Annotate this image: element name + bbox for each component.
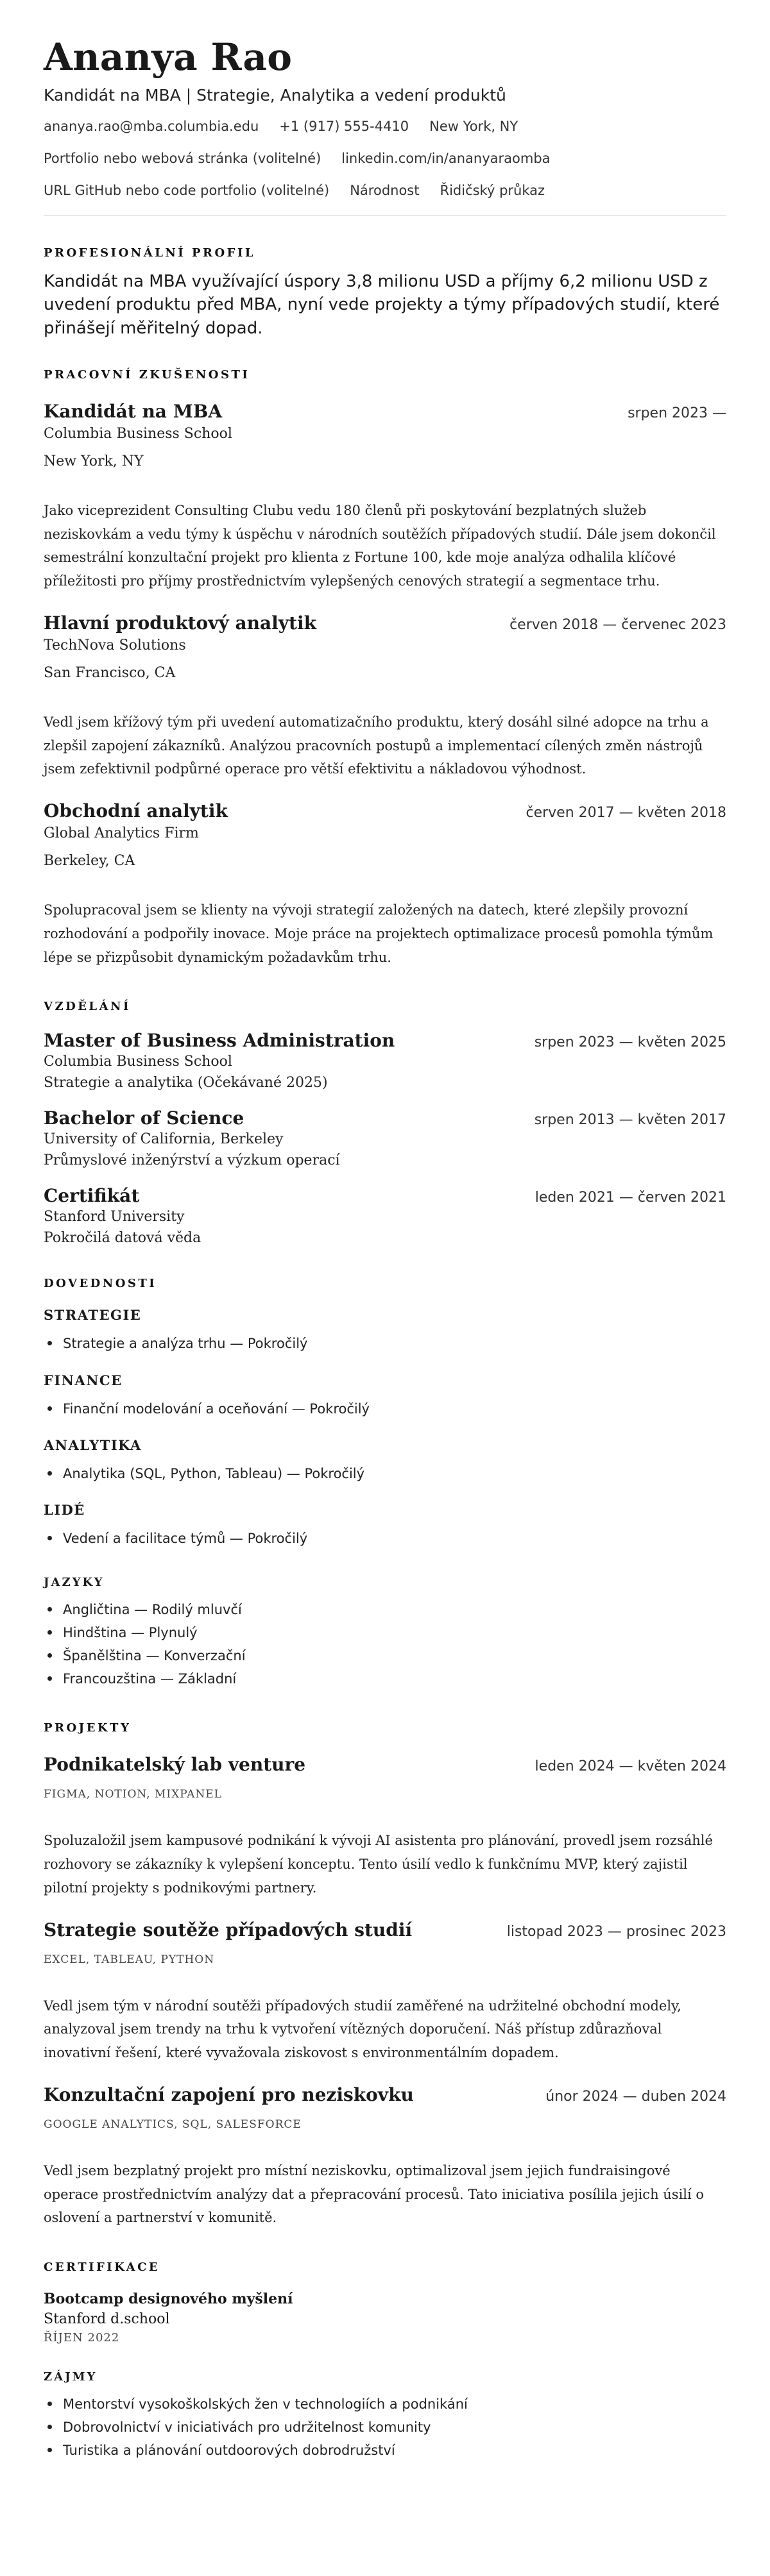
skill-list [44,1527,726,1550]
portfolio-link[interactable]: Portfolio nebo webová stránka (volitelné) [44,150,321,166]
job-location: New York, NY [44,453,144,469]
section-title-certifications: CERTIFIKACE [44,2260,160,2275]
skills-section [44,1277,726,1690]
interests-section [44,2370,726,2462]
degree-detail: Pokročilá datová věda [44,1230,201,1247]
cert-date: ŘÍJEN 2022 [44,2331,120,2345]
list-item: Mentorství vysokoškolských žen v technologiích a podnikání [44,2393,726,2416]
job-description: Vedl jsem křížový tým při uvedení automatizačního produktu, který dosáhl silné adopce na trhu a zlepšil zapojení zákazníků. Analýzou pracovních postupů a implementací cílených změn nástrojů jsem zefektivnil podpůrné operace pro větší efektivitu a nákladovou výhodnost. [44,714,709,777]
list-item: Dobrovolnictví v iniciativách pro udržitelnost komunity [44,2416,726,2439]
education-entry [44,1107,726,1168]
experience-entry [44,401,726,593]
phone: +1 (917) 555-4410 [279,118,409,134]
skill-category: STRATEGIE [44,1307,142,1324]
project-date: leden 2024 — květen 2024 [535,1758,726,1775]
job-date: červen 2018 — červenec 2023 [509,616,726,633]
cert-name: Bootcamp designového myšlení [44,2291,293,2308]
school-name: University of California, Berkeley [44,1131,284,1148]
skill-list [44,1462,726,1485]
projects-section [44,1721,726,2230]
skill-list [44,1397,726,1420]
project-tech: EXCEL, TABLEAU, PYTHON [44,1953,215,1966]
job-description: Jako viceprezident Consulting Clubu vedu 180 členů při poskytování bezplatných služeb neziskovkám a vedu týmy k úspěchu v národních soutěžích případových studií. Dále jsem dokončil semestrální konzultační projekt pro klienta z Fortune 100, kde moje analýza odhalila klíčové příležitosti pro příjmy prostřednictvím vylepšených cenových strategií a segmentace trhu. [44,502,716,589]
location: New York, NY [429,118,518,134]
education-section [44,1000,726,1246]
experience-entry [44,612,726,781]
interest-list [44,2393,726,2462]
drivers-license: Řidičský průkaz [440,182,545,198]
github-link[interactable]: URL GitHub nebo code portfolio (volitelné) [44,182,330,198]
contact-line-links [44,151,726,166]
certifications-section [44,2260,726,2344]
job-title: Obchodní analytik [44,800,228,822]
profile-summary: Kandidát na MBA využívající úspory 3,8 milionu USD a příjmy 6,2 milionu USD z uvedení produktu před MBA, nyní vede projekty a týmy případových studií, které přinášejí měřitelný dopad. [44,271,720,338]
school-name: Columbia Business School [44,1054,232,1070]
list-item: Finanční modelování a oceňování — Pokročilý [44,1397,726,1420]
skill-category: LIDÉ [44,1501,85,1518]
nationality: Národnost [350,182,420,198]
list-item: Strategie a analýza trhu — Pokročilý [44,1332,726,1355]
linkedin-link[interactable]: linkedin.com/in/ananyaraomba [341,150,551,166]
project-tech: GOOGLE ANALYTICS, SQL, SALESFORCE [44,2117,302,2131]
project-title: Konzultační zapojení pro neziskovku [44,2084,414,2105]
degree-date: leden 2021 — červen 2021 [535,1190,726,1206]
experience-entry [44,800,726,969]
list-item: Španělština — Konverzační [44,1644,726,1667]
candidate-name: Ananya Rao [44,35,293,79]
degree-date: srpen 2023 — květen 2025 [534,1034,726,1051]
project-title: Podnikatelský lab venture [44,1754,306,1776]
project-date: únor 2024 — duben 2024 [545,2088,726,2105]
project-entry [44,1919,726,2065]
section-title-profile: PROFESIONÁLNÍ PROFIL [44,246,256,260]
language-list [44,1598,726,1690]
experience-section [44,368,726,970]
section-title-experience: PRACOVNÍ ZKUŠENOSTI [44,367,250,382]
email-link[interactable]: ananya.rao@mba.columbia.edu [44,118,259,134]
project-description: Spoluzaložil jsem kampusové podnikání k vývoji AI asistenta pro plánování, provedl jsem rozsáhlé rozhovory se zákazníky k vylepšení konceptu. Tento úsilí vedlo k funkčnímu MVP, který zajistil pilotní projekty s podnikovými partnery. [44,1833,713,1896]
section-title-projects: PROJEKTY [44,1721,132,1735]
section-title-education: VZDĚLÁNÍ [44,1000,131,1014]
skill-list [44,1332,726,1355]
job-location: San Francisco, CA [44,664,176,681]
list-item: Vedení a facilitace týmů — Pokročilý [44,1527,726,1550]
skill-category: FINANCE [44,1372,123,1388]
list-item: Hindština — Plynulý [44,1621,726,1644]
project-tech: FIGMA, NOTION, MIXPANEL [44,1788,222,1801]
contact-line-extra [44,183,726,198]
project-description: Vedl jsem tým v národní soutěži případových studií zaměřené na udržitelné obchodní modely, analyzoval jsem trendy na trhu k vytvoření vítězných doporučení. Náš přístup zdůrazňoval inovativní řešení, které vyvažovala ziskovost s environmentálním dopadem. [44,1998,681,2061]
list-item: Turistika a plánování outdoorových dobrodružství [44,2439,726,2462]
job-title: Kandidát na MBA [44,400,223,422]
resume-header [44,37,726,198]
project-entry [44,2084,726,2230]
job-org: Columbia Business School [44,425,232,442]
list-item: Analytika (SQL, Python, Tableau) — Pokročilý [44,1462,726,1485]
profile-section [44,246,726,340]
job-title: Hlavní produktový analytik [44,612,317,634]
section-title-skills: DOVEDNOSTI [44,1277,157,1291]
education-entry [44,1185,726,1246]
job-date: červen 2017 — květen 2018 [526,805,726,821]
section-title-languages: JAZYKY [44,1575,105,1589]
project-title: Strategie soutěže případových studií [44,1919,413,1940]
cert-issuer: Stanford d.school [44,2311,170,2328]
job-location: Berkeley, CA [44,853,135,870]
list-item: Angličtina — Rodilý mluvčí [44,1598,726,1621]
job-description: Spolupracoval jsem se klienty na vývoji strategií založených na datech, které zlepšily provozní rozhodování a podpořily inovace. Moje práce na projektech optimalizace procesů pomohla týmům lépe se přizpůsobit dynamickým požadavkům trhu. [44,902,714,965]
school-name: Stanford University [44,1209,185,1225]
headline: Kandidát na MBA | Strategie, Analytika a vedení produktů [44,85,506,105]
project-date: listopad 2023 — prosinec 2023 [506,1923,726,1940]
skill-category: ANALYTIKA [44,1436,142,1453]
section-title-interests: ZÁJMY [44,2370,98,2384]
project-description: Vedl jsem bezplatný projekt pro místní neziskovku, optimalizoval jsem jejich fundraisingové operace prostřednictvím analýzy dat a přepracování procesů. Tato iniciativa posílila jejich úsilí o oslovení a partnerství v komunitě. [44,2162,705,2226]
job-org: Global Analytics Firm [44,825,199,842]
degree-title: Certifikát [44,1185,140,1207]
degree-detail: Strategie a analytika (Očekávané 2025) [44,1075,328,1091]
degree-detail: Průmyslové inženýrství a výzkum operací [44,1152,340,1169]
contact-line-primary [44,119,726,134]
degree-title: Bachelor of Science [44,1107,244,1129]
job-date: srpen 2023 — [628,405,726,421]
degree-date: srpen 2013 — květen 2017 [534,1112,726,1129]
job-org: TechNova Solutions [44,637,186,653]
project-entry [44,1754,726,1899]
list-item: Francouzština — Základní [44,1667,726,1690]
degree-title: Master of Business Administration [44,1030,395,1052]
education-entry [44,1030,726,1091]
